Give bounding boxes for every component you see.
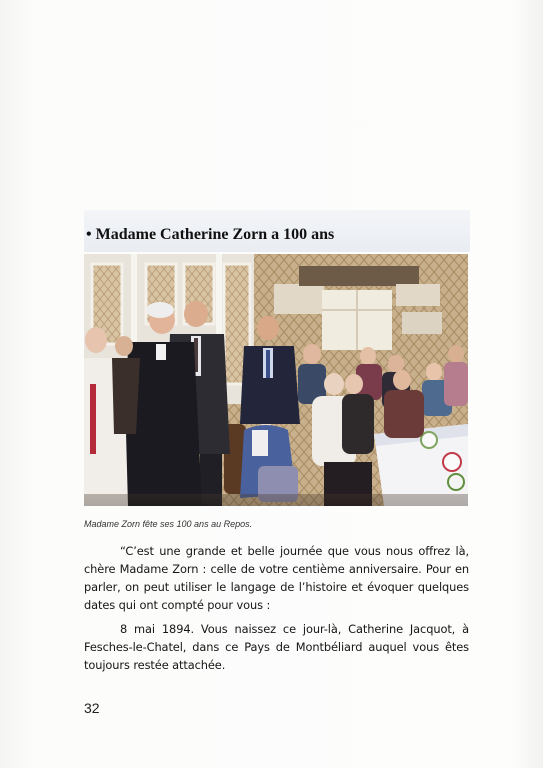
- body-text: [84, 542, 469, 674]
- paragraph-1: “C’est une grande et belle journée que vous nous offrez là, chère Madame Zorn : celle de votre centième anniversaire. Pour en parler, on peut utiliser le langage de l’histoire et évoquer quelques dates qui ont compté pour vous :: [84, 544, 469, 612]
- section-heading: [86, 226, 466, 244]
- page-number: 32: [84, 700, 100, 716]
- photo-caption: Madame Zorn fête ses 100 ans au Repos.: [84, 519, 253, 529]
- paragraph-2: 8 mai 1894. Vous naissez ce jour-là, Catherine Jacquot, à Fesches-le-Chatel, dans ce Pays de Montbéliard auquel vous êtes toujours restée attachée.: [84, 622, 469, 672]
- celebration-photo: [84, 254, 468, 506]
- heading-bullet: •: [86, 226, 92, 243]
- heading-title: Madame Catherine Zorn a 100 ans: [95, 226, 335, 243]
